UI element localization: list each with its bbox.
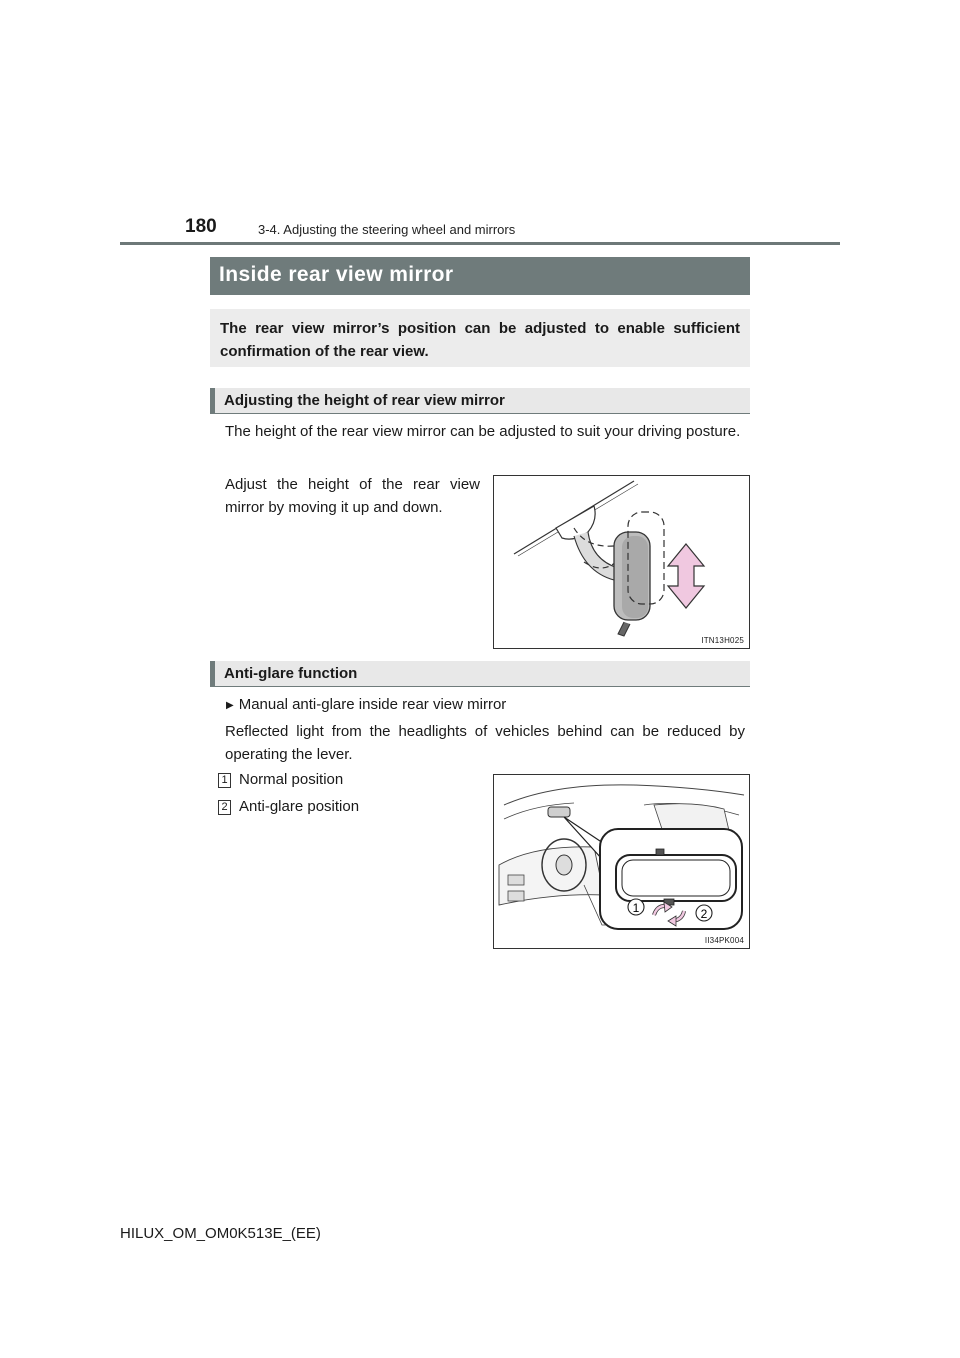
figure-code: II34PK004 [704,936,744,945]
footer-code: HILUX_OM_OM0K513E_(EE) [120,1225,321,1242]
antiglare-text: Reflected light from the headlights of vehicles behind can be reduced by operating the lever. [225,723,745,763]
antiglare-bullet [226,693,746,717]
mirror-height-figure [493,475,750,649]
antiglare-bullet-label: Manual anti-glare inside rear view mirror [238,696,507,713]
page-title: Inside rear view mirror [210,257,750,295]
antiglare-figure [493,774,750,949]
step-number: 2 [218,800,231,815]
page-number: 180 [185,216,217,237]
antiglare-illustration [494,775,750,949]
header-rule [120,242,840,245]
intro-box: The rear view mirror’s position can be adjusted to enable sufficient confirmation of the rear view. [210,309,750,367]
triangle-bullet-icon: ▶ [226,700,234,711]
section-title: 3-4. Adjusting the steering wheel and mirrors [258,222,516,237]
list-item [218,771,343,791]
double-arrow-icon [668,544,704,608]
list-item [218,798,359,818]
height-text-1: The height of the rear view mirror can be adjusted to suit your driving posture. [225,423,741,440]
antiglare-heading: Anti-glare function [210,661,750,687]
callout-label-1: 1 [632,901,640,915]
callout-label-2: 2 [700,907,708,921]
step-label: Anti-glare position [239,798,360,815]
mirror-height-illustration [494,476,750,649]
height-text-2: Adjust the height of the rear view mirror by moving it up and down. [225,476,480,516]
step-label: Normal position [239,771,344,788]
figure-code: ITN13H025 [701,636,744,645]
step-number: 1 [218,773,231,788]
height-heading: Adjusting the height of rear view mirror [210,388,750,414]
